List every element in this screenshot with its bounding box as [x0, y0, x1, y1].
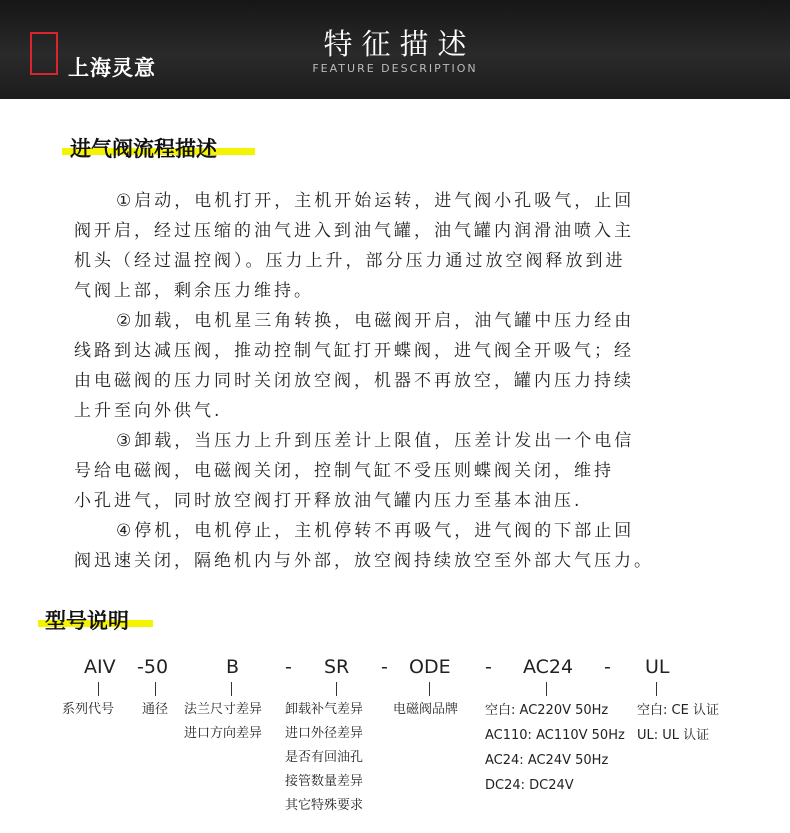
code-series: AIV — [84, 656, 116, 678]
flow-description — [74, 186, 724, 576]
label-line: 卸载补气差异 — [285, 702, 364, 717]
text-line: ①启动，电机打开，主机开始运转，进气阀小孔吸气，止回 — [116, 191, 635, 211]
label-series: 系列代号 — [62, 702, 115, 717]
label-cert — [637, 698, 719, 748]
header-banner — [0, 0, 790, 99]
code-tick — [231, 682, 232, 696]
label-voltage — [485, 698, 625, 798]
text-line: ②加载，电机星三角转换，电磁阀开启，油气罐中压力经由 — [116, 311, 635, 331]
label-brand: 电磁阀品牌 — [393, 702, 459, 717]
flow-paragraph-start — [74, 186, 724, 306]
cert-option: 空白: CE 认证 — [637, 703, 719, 718]
cert-option: UL: UL 认证 — [637, 728, 710, 743]
flow-paragraph-load — [74, 306, 724, 426]
code-dash: - — [604, 656, 611, 678]
label-unload — [285, 698, 363, 818]
text-line: 气阀上部，剩余压力维持。 — [74, 281, 314, 301]
code-dash: - — [485, 656, 492, 678]
label-flange — [184, 698, 262, 746]
voltage-option: AC110: AC110V 50Hz — [485, 728, 625, 743]
text-line: 由电磁阀的压力同时关闭放空阀，机器不再放空，罐内压力持续 — [74, 371, 634, 391]
text-line: 小孔进气，同时放空阀打开释放油气罐内压力至基本油压. — [74, 491, 583, 511]
code-tick — [336, 682, 337, 696]
label-line: 其它特殊要求 — [285, 798, 364, 813]
logo-text: 上海灵意 — [68, 56, 156, 80]
code-voltage: AC24 — [523, 656, 574, 678]
page-subtitle: FEATURE DESCRIPTION — [312, 62, 478, 75]
code-dash: - — [381, 656, 388, 678]
code-unload: SR — [324, 656, 350, 678]
label-line: 法兰尺寸差异 — [184, 702, 263, 717]
text-line: ③卸载，当压力上升到压差计上限值，压差计发出一个电信 — [116, 431, 635, 451]
text-line: ④停机，电机停止，主机停转不再吸气，进气阀的下部止回 — [116, 521, 635, 541]
code-tick — [429, 682, 430, 696]
page-title: 特征描述 — [323, 27, 476, 61]
code-tick — [656, 682, 657, 696]
label-line: 接管数量差异 — [285, 774, 364, 789]
section-title-model: 型号说明 — [45, 609, 129, 633]
section-title-flow: 进气阀流程描述 — [70, 137, 217, 161]
code-brand: ODE — [409, 656, 451, 678]
code-tick — [546, 682, 547, 696]
label-line: 进口方向差异 — [184, 726, 263, 741]
code-tick — [98, 682, 99, 696]
text-line: 上升至向外供气. — [74, 401, 223, 421]
code-diameter: -50 — [137, 656, 169, 678]
voltage-option: 空白: AC220V 50Hz — [485, 703, 609, 718]
label-line: 是否有回油孔 — [285, 750, 364, 765]
text-line: 线路到达减压阀，推动控制气缸打开蝶阀，进气阀全开吸气；经 — [74, 341, 634, 361]
label-diameter: 通径 — [142, 702, 169, 717]
text-line: 机头（经过温控阀）。压力上升，部分压力通过放空阀释放到进 — [74, 251, 626, 271]
code-dash: - — [285, 656, 292, 678]
label-line: 进口外径差异 — [285, 726, 364, 741]
text-line: 阀迅速关闭，隔绝机内与外部，放空阀持续放空至外部大气压力。 — [74, 551, 654, 571]
flow-paragraph-stop — [74, 516, 724, 576]
code-tick — [155, 682, 156, 696]
code-cert: UL — [645, 656, 670, 678]
voltage-option: AC24: AC24V 50Hz — [485, 753, 609, 768]
text-line: 阀开启，经过压缩的油气进入到油气罐，油气罐内润滑油喷入主 — [74, 221, 634, 241]
code-flange: B — [226, 656, 240, 678]
flow-paragraph-unload — [74, 426, 724, 516]
text-line: 号给电磁阀，电磁阀关闭，控制气缸不受压则蝶阀关闭，维持 — [74, 461, 614, 481]
voltage-option: DC24: DC24V — [485, 778, 574, 793]
